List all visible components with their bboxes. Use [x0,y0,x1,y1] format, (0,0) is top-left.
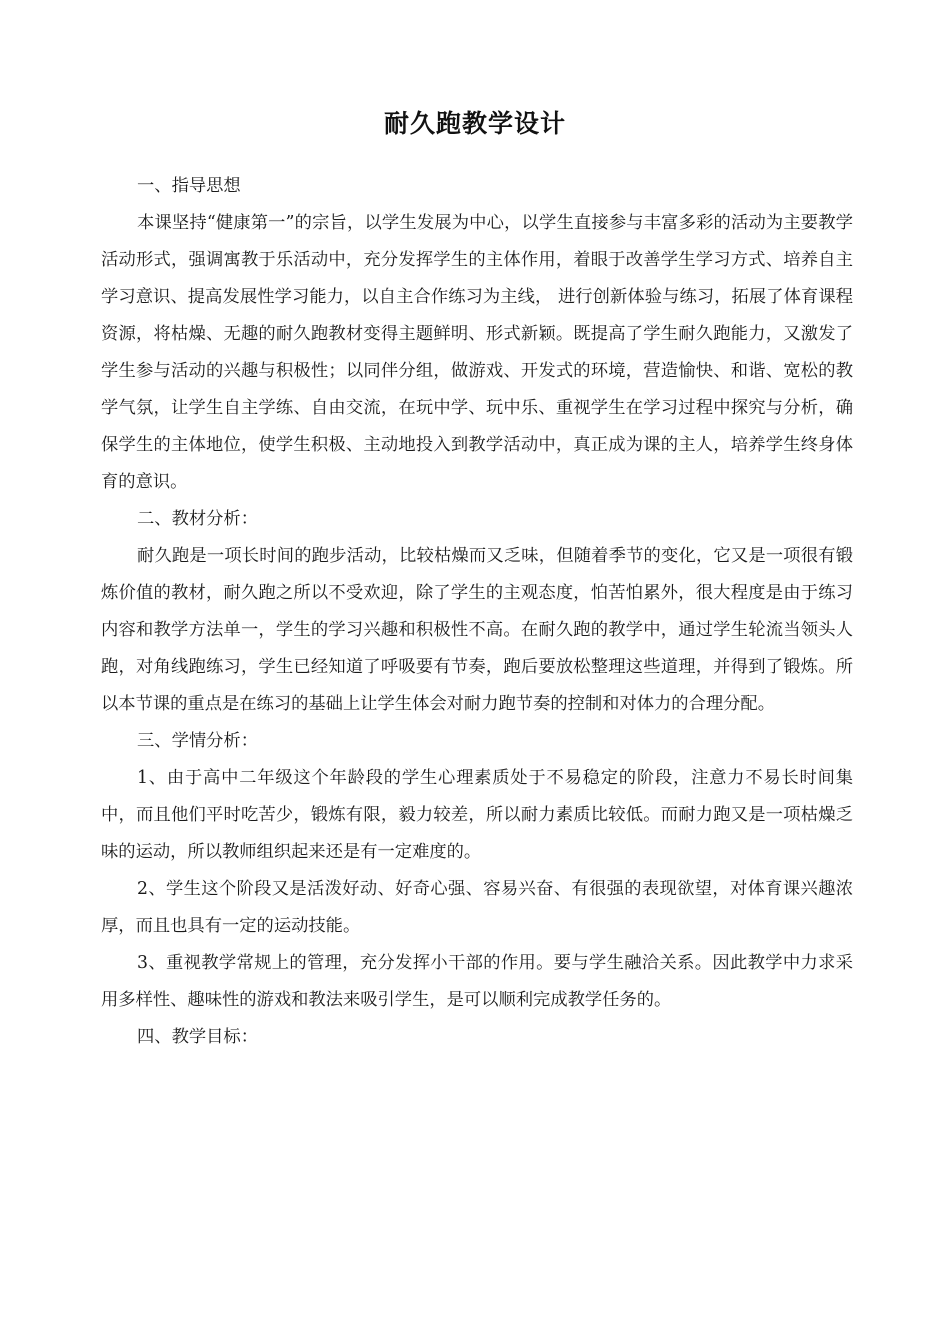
paragraph-student-analysis-2: 2、学生这个阶段又是活泼好动、好奇心强、容易兴奋、有很强的表现欲望，对体育课兴趣浓厚，而且也具有一定的运动技能。 [101,879,853,936]
document-body [101,168,853,1056]
document-title: 耐久跑教学设计 [383,109,566,138]
paragraph-student-analysis-1: 1、由于高中二年级这个年龄段的学生心理素质处于不易稳定的阶段，注意力不易长时间集中，而且他们平时吃苦少，锻炼有限，毅力较差，所以耐力素质比较低。而耐力跑又是一项枯燥乏味的运动，所以教师组织起来还是有一定难度的。 [101,768,853,862]
paragraph-guiding-idea: 本课坚持“健康第一”的宗旨，以学生发展为中心，以学生直接参与丰富多彩的活动为主要教学活动形式，强调寓教于乐活动中，充分发挥学生的主体作用，着眼于改善学生学习方式、培养自主学习意识、提高发展性学习能力，以自主合作练习为主线， 进行创新体验与练习，拓展了体育课程资源，将枯燥、无趣的耐久跑教材变得主题鲜明、形式新颖。既提高了学生耐久跑能力，又激发了学生参与活动的兴趣与积极性；以同伴分组，做游戏、开发式的环境，营造愉快、和谐、宽松的教学气氛，让学生自主学练、自由交流，在玩中学、玩中乐、重视学生在学习过程中探究与分析，确保学生的主体地位，使学生积极、主动地投入到教学活动中，真正成为课的主人，培养学生终身体育的意识。 [101,213,853,492]
section-heading-guiding-idea: 一、指导思想 [137,176,241,196]
section-heading-student-analysis: 三、学情分析： [137,731,258,751]
paragraph-student-analysis-3: 3、重视教学常规上的管理，充分发挥小干部的作用。要与学生融洽关系。因此教学中力求采用多样性、趣味性的游戏和教法来吸引学生，是可以顺利完成教学任务的。 [101,953,853,1010]
section-heading-teaching-goals: 四、教学目标： [137,1027,258,1047]
section-heading-material-analysis: 二、教材分析： [137,509,258,529]
paragraph-material-analysis: 耐久跑是一项长时间的跑步活动，比较枯燥而又乏味，但随着季节的变化，它又是一项很有锻炼价值的教材，耐久跑之所以不受欢迎，除了学生的主观态度，怕苦怕累外，很大程度是由于练习内容和教学方法单一，学生的学习兴趣和积极性不高。在耐久跑的教学中，通过学生轮流当领头人跑，对角线跑练习，学生已经知道了呼吸要有节奏，跑后要放松整理这些道理，并得到了锻炼。所以本节课的重点是在练习的基础上让学生体会对耐力跑节奏的控制和对体力的合理分配。 [101,546,853,714]
